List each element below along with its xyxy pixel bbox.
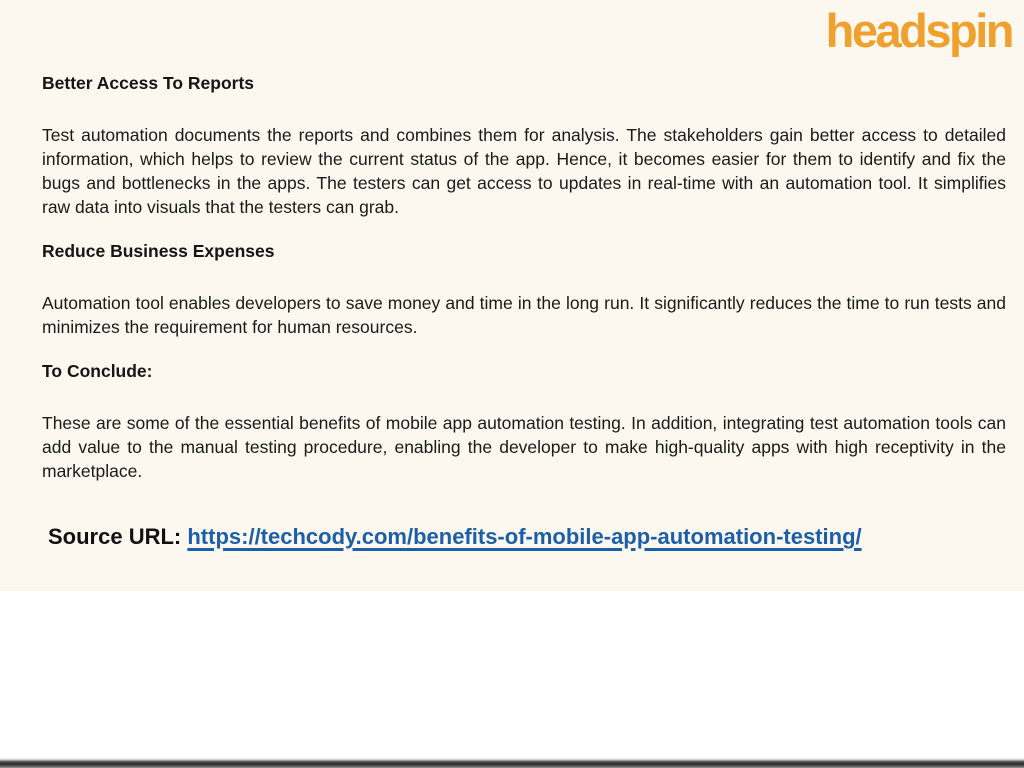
headspin-logo: headspin xyxy=(825,4,1012,57)
source-url-label: Source URL: xyxy=(48,524,188,549)
source-url-line xyxy=(48,522,1006,552)
section-body-better-access: Test automation documents the reports and combines them for analysis. The stakeholders gain better access to detailed information, which helps to review the current status of the app. Hence, it becomes easier for them to identify and fix the bugs and bottlenecks in the apps. The testers can get access to updates in real-time with an automation tool. It simplifies raw data into visuals that the testers can grab. xyxy=(42,125,1006,217)
bottom-divider-bar xyxy=(0,758,1024,768)
source-url-link[interactable]: https://techcody.com/benefits-of-mobile-app-automation-testing/ xyxy=(187,524,862,549)
section-heading-to-conclude: To Conclude: xyxy=(42,361,153,381)
slide-content xyxy=(42,0,1006,552)
section-body-to-conclude: These are some of the essential benefits of mobile app automation testing. In addition, integrating test automation tools can add value to the manual testing procedure, enabling the developer to make high-quality apps with high receptivity in the marketplace. xyxy=(42,413,1006,481)
section-heading-better-access: Better Access To Reports xyxy=(42,73,255,93)
section-heading-reduce-expenses: Reduce Business Expenses xyxy=(42,241,275,261)
section-body-reduce-expenses: Automation tool enables developers to save money and time in the long run. It significantly reduces the time to run tests and minimizes the requirement for human resources. xyxy=(42,293,1006,337)
